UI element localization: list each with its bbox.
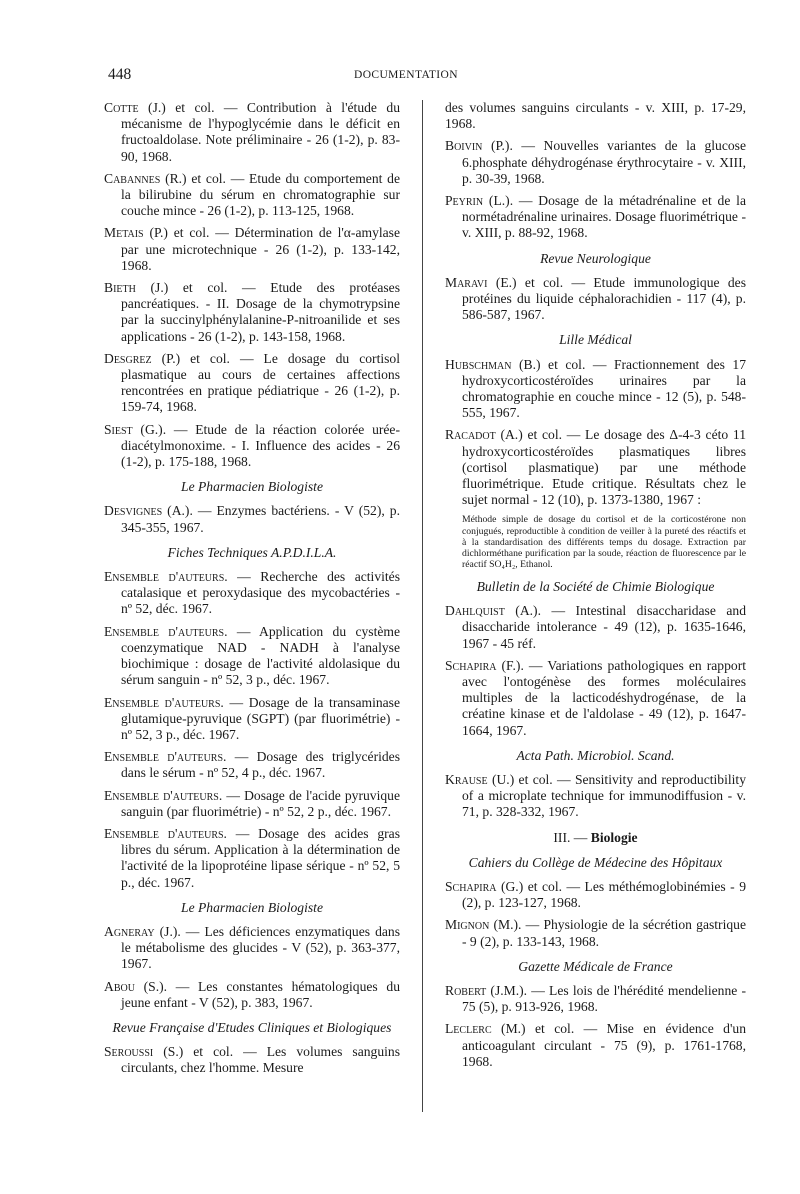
journal-heading: Fiches Techniques A.P.D.I.L.A. (167, 544, 337, 560)
journal-heading: Cahiers du Collège de Médecine des Hôpitaux (468, 854, 723, 870)
entry-author: Agneray (104, 923, 155, 939)
entry-author: Ensemble d'auteurs (104, 825, 224, 841)
entry-author: Ensemble d'auteurs (104, 749, 224, 765)
bibliography-entry (445, 138, 746, 187)
right-column (445, 100, 746, 1076)
entry-text: . — Dosage de l'acide pyruvique sanguin (par fluorimétrie) - nº 52, 2 p., déc. 1967. (121, 787, 401, 819)
abstract-note: Méthode simple de dosage du cortisol et de la corticostérone non conjugués, reproductible à condition de veiller à la pureté des réactifs et à la standardisation des différents temps du dosage. Extraction par dichlorméthane purification par la soude, réaction de fluorescence par le réactif SO₄H₂, Ethanol. (462, 514, 746, 570)
entry-text: (P.). — Nouvelles variantes de la glucose 6.phosphate déhydrogénase érythrocytaire - v. XIII, p. 30-39, 1968. (462, 138, 746, 186)
entry-text: (E.) et col. — Etude immunologique des protéines du liquide céphalorachidien - 117 (4), p. 586-587, 1967. (462, 274, 746, 323)
bibliography-entry (104, 624, 400, 689)
bibliography-entry (104, 788, 400, 820)
bibliography-entry (445, 357, 746, 422)
page-number: 448 (108, 66, 132, 83)
entry-text: (U.) et col. — Sensitivity and reproductibility of a microplate technique for immunodiffusion - v. 71, p. 328-332, 1967. (462, 771, 746, 820)
entry-author: Schapira (445, 878, 497, 894)
left-column (104, 100, 400, 1083)
journal-heading: Acta Path. Microbiol. Scand. (516, 747, 675, 763)
bibliography-entry (445, 275, 746, 324)
bibliography-entry (445, 603, 746, 652)
bibliography-entry (104, 422, 400, 471)
entry-text: (M.) et col. — Mise en évidence d'un anticoagulant circulant - 75 (9), p. 1761-1768, 1968. (462, 1021, 746, 1069)
entry-author: Robert (445, 983, 487, 998)
entry-text: (A.) et col. — Le dosage des Δ-4-3 céto 11 hydroxycorticostéroïdes plasmatiques libres (cortisol plasmatique) par une méthode fluorimétrique. Etude critique. Résultats chez le sujet normal - 12 (10), p. 1373-1380, 1967 : (462, 427, 746, 508)
entry-text: (P.) et col. — Détermination de l'α-amylase par une microtechnique - 26 (1-2), p. 133-142, 1968. (121, 225, 400, 273)
section-number: III. — (553, 829, 591, 845)
entry-text: . — Dosage de la transaminase glutamique-pyruvique (SGPT) (par fluorimétrie) - nº 52, 3 p., déc. 1967. (121, 694, 400, 742)
bibliography-entry (104, 351, 400, 416)
entry-author: Maravi (445, 274, 488, 290)
bibliography-entry (104, 749, 400, 781)
bibliography-entry (445, 917, 746, 949)
entry-author: Cabannes (104, 170, 161, 186)
bibliography-entry (104, 503, 400, 535)
entry-author: Schapira (445, 657, 497, 673)
entry-author: Ensemble d'auteurs (104, 623, 225, 639)
entry-author: Boivin (445, 138, 483, 154)
section-title: Biologie (590, 829, 638, 845)
entry-author: Hubschman (445, 356, 512, 372)
bibliography-entry (445, 427, 746, 508)
entry-text: (L.). — Dosage de la métadrénaline et de la normétadrénaline urinaires. Dosage fluorimétrique - v. XIII, p. 88-92, 1968. (462, 193, 746, 241)
entry-text: (A.). — Intestinal disaccharidase and disaccharide intolerance - 49 (12), p. 1635-1646, 1967 - 45 réf. (462, 603, 746, 651)
column-divider (422, 100, 423, 1112)
entry-author: Ensemble d'auteurs (104, 569, 225, 585)
bibliography-entry (104, 280, 400, 345)
entry-text: (J.) et col. — Etude des protéases pancréatiques. - II. Dosage de la chymotrypsine par la succinylphénylalanine-P-nitroanilide et ses applications - 26 (1-2), p. 143-158, 1968. (121, 280, 400, 344)
entry-group (445, 879, 746, 950)
entry-text: (M.). — Physiologie de la sécrétion gastrique - 9 (2), p. 133-143, 1968. (462, 917, 746, 949)
bibliography-entry (104, 1044, 400, 1076)
bibliography-entry (104, 100, 400, 165)
entry-author: Dahlquist (445, 603, 505, 619)
entry-group (445, 138, 746, 241)
entry-group (104, 569, 400, 891)
entry-text: (J.M.). — Les lois de l'hérédité mendelienne - 75 (5), p. 913-926, 1968. (462, 983, 746, 1015)
bibliography-entry (445, 1021, 746, 1070)
journal-heading: Le Pharmacien Biologiste (181, 899, 323, 915)
bibliography-entry (445, 658, 746, 739)
entry-text: (S.). — Les constantes hématologiques du jeune enfant - V (52), p. 383, 1967. (121, 978, 400, 1010)
entry-group (445, 603, 746, 739)
bibliography-entry (104, 569, 400, 618)
section-heading (445, 830, 746, 846)
running-title: DOCUMENTATION (354, 69, 458, 81)
entry-author: Ensemble d'auteurs (104, 787, 219, 803)
entry-text: . — Recherche des activités catalasique et peroxydasique des mycobactéries - nº 52, déc. 1967. (121, 569, 401, 617)
continuation-text: des volumes sanguins circulants - v. XIII, p. 17-29, 1968. (445, 100, 746, 132)
entry-group (445, 772, 746, 821)
entry-author: Siest (104, 421, 133, 437)
entry-text: (J.). — Les déficiences enzymatiques dans le métabolisme des glucides - V (52), p. 363-377, 1967. (121, 923, 400, 972)
entry-text: (J.) et col. — Contribution à l'étude du mécanisme de l'hypoglycémie dans le déficit en fructoaldolase. Note préliminaire - 26 (1-2), p. 83-90, 1968. (121, 100, 400, 164)
journal-heading: Revue Française d'Etudes Cliniques et Biologiques (112, 1019, 392, 1035)
entry-group (104, 1044, 400, 1076)
entry-group (445, 357, 746, 509)
entry-text: . — Application du cystème coenzymatique NAD - NADH à l'analyse biochimique : dosage de l'activité aldolasique du sérum sanguin - nº 52, 3 p., déc. 1967. (121, 623, 400, 688)
entry-text: . — Dosage des triglycérides dans le sérum - nº 52, 4 p., déc. 1967. (121, 749, 401, 781)
entry-text: (R.) et col. — Etude du comportement de la bilirubine du sérum en chromatographie sur couche mince - 26 (1-2), p. 113-125, 1968. (121, 170, 400, 219)
entry-author: Ensemble d'auteurs (104, 694, 221, 710)
bibliography-entry (104, 826, 400, 891)
entry-author: Cotte (104, 100, 139, 115)
entry-author: Bieth (104, 280, 136, 296)
entry-group (445, 983, 746, 1070)
entry-author: Desvignes (104, 503, 163, 519)
entry-text: (G.) et col. — Les méthémoglobinémies - 9 (2), p. 123-127, 1968. (462, 878, 746, 911)
bibliography-entry (445, 879, 746, 911)
journal-heading: Bulletin de la Société de Chimie Biologique (476, 578, 715, 594)
entry-group (104, 100, 400, 470)
entry-text: (F.). — Variations pathologiques en rapport avec l'ontogénèse des formes moléculaires multiples de la lacticodéshydrogénase, de la créatine kinase et de l'aldolase - 49 (12), p. 1647-1664, 1967. (462, 657, 746, 738)
entry-group (445, 275, 746, 324)
journal-heading: Gazette Médicale de France (518, 958, 673, 974)
entry-author: Racadot (445, 427, 496, 443)
bibliography-entry (445, 983, 746, 1015)
entry-author: Mignon (445, 917, 490, 933)
entry-text: (A.). — Enzymes bactériens. - V (52), p. 345-355, 1967. (121, 503, 400, 535)
entry-author: Krause (445, 771, 488, 787)
journal-heading: Lille Médical (559, 332, 632, 348)
bibliography-entry (104, 695, 400, 744)
entry-author: Abou (104, 978, 135, 994)
entry-author: Metais (104, 225, 144, 241)
journal-heading: Le Pharmacien Biologiste (181, 479, 323, 495)
entry-author: Leclerc (445, 1021, 492, 1037)
bibliography-entry (445, 772, 746, 821)
bibliography-entry (104, 979, 400, 1011)
entry-text: (B.) et col. — Fractionnement des 17 hydroxycorticostéroïdes urinaires par la chromatographie en couche mince - 12 (5), p. 548-555, 1967. (462, 356, 746, 421)
entry-group (104, 503, 400, 535)
entry-group (104, 924, 400, 1011)
entry-text: (P.) et col. — Le dosage du cortisol plasmatique au cours de certaines affections rencontrées en pratique pédiatrique - 26 (1-2), p. 159-74, 1968. (121, 350, 400, 415)
entry-text: . — Dosage des acides gras libres du sérum. Application à la détermination de l'activité de la lipoprotéine lipase sérique - nº 52, 5 p., déc. 1967. (121, 825, 400, 890)
bibliography-entry (445, 193, 746, 242)
bibliography-entry (104, 171, 400, 220)
bibliography-entry (104, 225, 400, 274)
entry-author: Desgrez (104, 350, 152, 366)
entry-text: (S.) et col. — Les volumes sanguins circulants, chez l'homme. Mesure (121, 1044, 400, 1076)
entry-author: Peyrin (445, 193, 484, 209)
entry-text: (G.). — Etude de la réaction colorée urée-diacétylmonoxime. - I. Influence des acides - 26 (1-2), p. 175-188, 1968. (121, 421, 400, 470)
bibliography-entry (104, 924, 400, 973)
entry-author: Seroussi (104, 1044, 154, 1060)
journal-heading: Revue Neurologique (540, 250, 651, 266)
